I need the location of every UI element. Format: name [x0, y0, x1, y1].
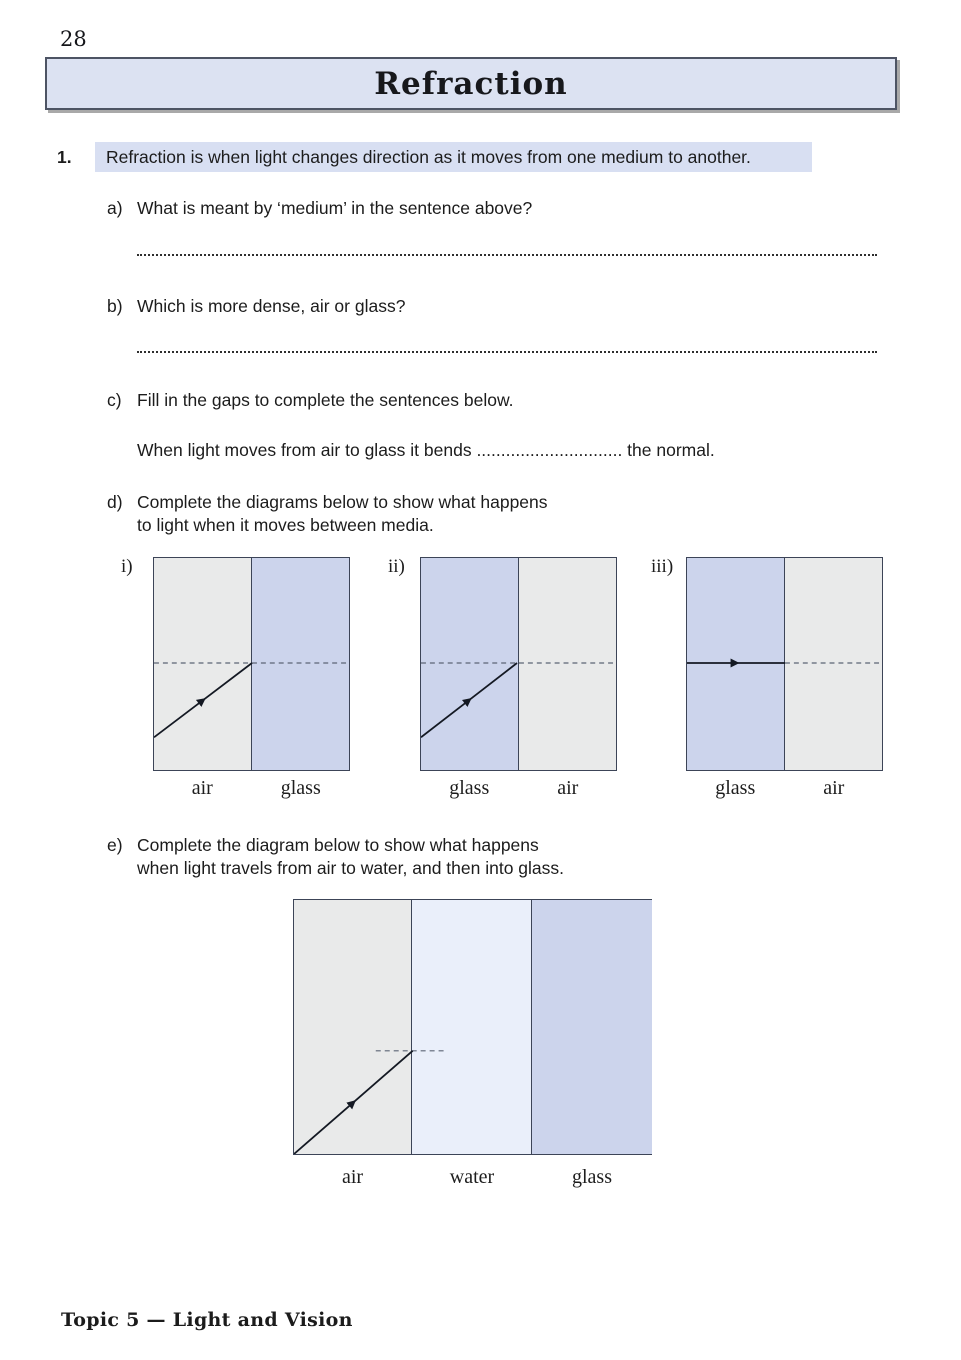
part-c [107, 389, 513, 412]
diagram-iii-labels [686, 777, 883, 800]
incident-ray [154, 663, 252, 737]
answer-line-b[interactable] [137, 351, 877, 353]
diagram-i-labels [153, 777, 350, 800]
part-e [107, 834, 564, 880]
title-banner [45, 57, 897, 110]
part-e-text-line1: Complete the diagram below to show what happens [137, 835, 539, 855]
part-e-text-line2: when light travels from air to water, and then into glass. [137, 858, 565, 878]
diagram-e-air-water-glass[interactable] [293, 899, 652, 1155]
page-number: 28 [60, 27, 87, 51]
part-c-label: c) [107, 390, 122, 410]
diagram-ii-overlay [421, 558, 616, 770]
diagram-e-labels [293, 1166, 652, 1189]
incident-ray [421, 663, 517, 737]
medium-label: air [191, 777, 213, 799]
part-a-label: a) [107, 198, 123, 218]
medium-label: glass [280, 777, 321, 799]
part-c-text: Fill in the gaps to complete the sentences below. [137, 390, 514, 410]
part-d-text-line1: Complete the diagrams below to show what happens [137, 492, 548, 512]
part-e-label: e) [107, 835, 123, 855]
part-d-text-line2: to light when it moves between media. [137, 515, 434, 535]
diagram-ii-index: ii) [388, 556, 405, 577]
diagram-ii-glass-air[interactable] [420, 557, 617, 771]
medium-label: glass [572, 1166, 612, 1188]
diagram-i-index: i) [121, 556, 133, 577]
part-c-fill-in-sentence[interactable]: When light moves from air to glass it bends .............................. the normal. [137, 440, 715, 460]
diagram-i-overlay [154, 558, 349, 770]
question-statement: Refraction is when light changes direction as it moves from one medium to another. [95, 142, 812, 172]
diagram-i-air-glass[interactable] [153, 557, 350, 771]
part-e-text [137, 834, 564, 880]
part-b-text: Which is more dense, air or glass? [137, 296, 406, 316]
part-a-text: What is meant by ‘medium’ in the sentence above? [137, 198, 533, 218]
part-d [107, 491, 548, 537]
part-d-label: d) [107, 492, 123, 512]
part-b [107, 295, 405, 318]
part-a [107, 197, 532, 220]
diagram-e-overlay [294, 900, 652, 1154]
medium-label: air [341, 1166, 364, 1188]
page-title: Refraction [374, 65, 568, 102]
footer-topic: Topic 5 — Light and Vision [61, 1309, 353, 1331]
diagram-iii-glass-air[interactable] [686, 557, 883, 771]
diagram-iii-overlay [687, 558, 882, 770]
question-number: 1. [57, 147, 72, 167]
incident-ray [294, 1051, 413, 1154]
medium-label: air [557, 777, 579, 799]
diagram-iii-index: iii) [651, 556, 674, 577]
part-b-label: b) [107, 296, 123, 316]
medium-label: air [823, 777, 845, 799]
diagram-ii-labels [420, 777, 617, 800]
medium-label: glass [449, 777, 490, 799]
medium-label: water [449, 1166, 495, 1188]
part-d-text [137, 491, 548, 537]
medium-label: glass [715, 777, 756, 799]
answer-line-a[interactable] [137, 254, 877, 256]
